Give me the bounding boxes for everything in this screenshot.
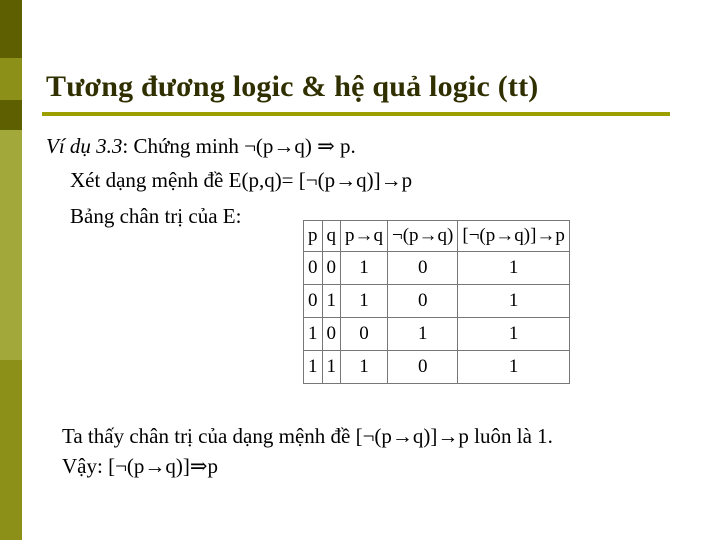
table-cell: 1 [322,285,341,318]
table-cell: 0 [388,252,458,285]
table-cell: 1 [458,318,570,351]
slide-title: Tương đương logic & hệ quả logic (tt) [46,70,539,103]
truth-table [303,220,570,384]
table-cell: 1 [458,252,570,285]
stripe-block [0,0,22,58]
truth-table-caption: Bảng chân trị của E: [70,204,242,228]
table-cell: 1 [304,318,323,351]
example-text: : Chứng minh ¬(p→q) ⇒ p. [122,134,356,158]
table-cell: 1 [388,318,458,351]
table-cell: 0 [341,318,388,351]
table-cell: 1 [304,351,323,384]
header-cell: p [304,221,323,252]
example-line [46,134,356,159]
stripe-block [0,100,22,130]
table-header-row [304,221,570,252]
header-cell: q [322,221,341,252]
stripe-block [0,58,22,100]
result-text: Vậy: [¬(p→q)]⇒p [62,454,218,478]
table-cell: 1 [322,351,341,384]
table-cell: 0 [304,285,323,318]
header-cell: [¬(p→q)]→p [458,221,570,252]
table-cell: 1 [458,285,570,318]
table-row [304,285,570,318]
proposition-line: Xét dạng mệnh đề E(p,q)= [¬(p→q)]→p [70,168,413,192]
table-row [304,351,570,384]
table-cell: 1 [458,351,570,384]
table-cell: 1 [341,252,388,285]
left-decorative-stripe [0,0,22,540]
table-cell: 0 [322,252,341,285]
table-row [304,318,570,351]
table-cell: 0 [304,252,323,285]
example-label: Ví dụ 3.3 [46,134,123,158]
header-cell: ¬(p→q) [388,221,458,252]
table-cell: 1 [341,285,388,318]
table-cell: 0 [388,351,458,384]
conclusion-text: Ta thấy chân trị của dạng mệnh đề [¬(p→q)]→p luôn là 1. [62,424,553,448]
title-underline [42,112,670,116]
table-cell: 1 [341,351,388,384]
table-cell: 0 [322,318,341,351]
table-cell: 0 [388,285,458,318]
header-cell: p→q [341,221,388,252]
stripe-block [0,360,22,540]
table-row [304,252,570,285]
